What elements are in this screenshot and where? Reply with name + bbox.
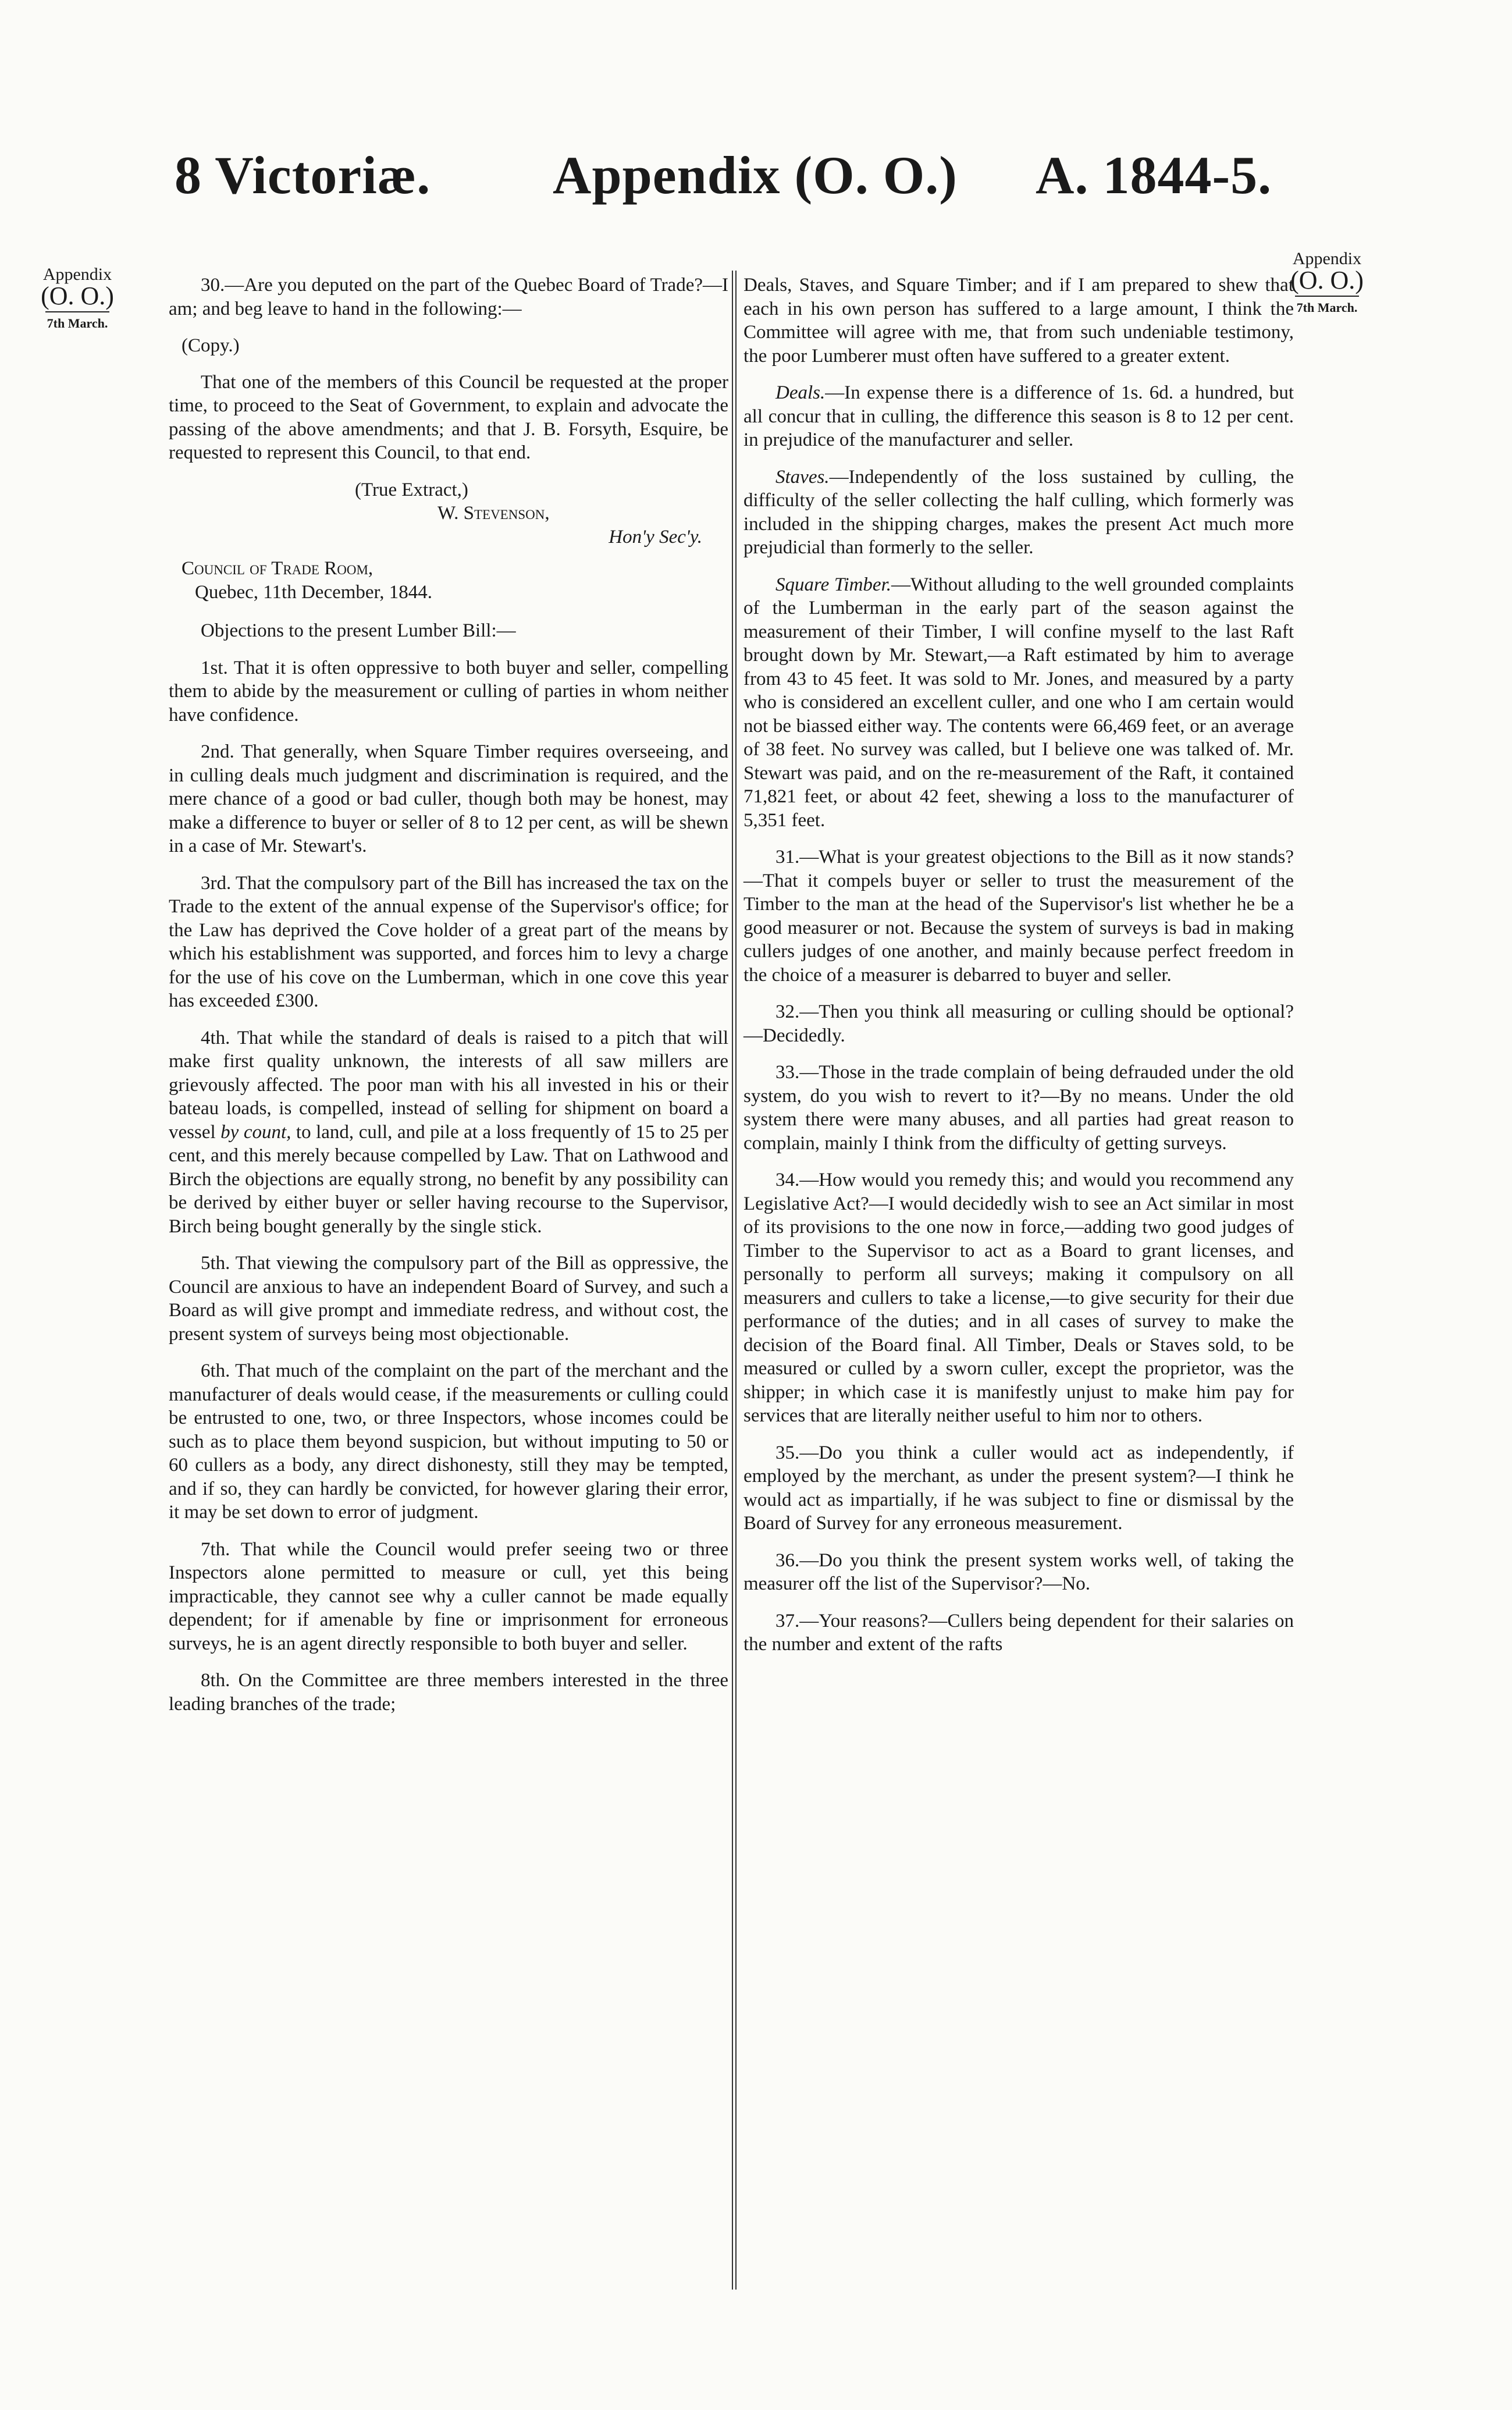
question-30: 30.—Are you deputed on the part of the Quebec Board of Trade?—I am; and beg leave to hand in the following:— — [169, 275, 728, 319]
column-divider — [735, 271, 737, 2290]
square-timber-text: —Without alluding to the well grounded complaints of the Lumberman in the early part of the season against the measurement of their Timber, I will confine myself to the last Raft brought down by Mr. Stewart,—a Raft estimated by him to average from 43 to 45 feet. It was sold to Mr. Jones, and measured by a party who is considered an excellent culler, and one who I am certain would not be biassed either way. The contents were 66,469 feet, or an average of 38 feet. No survey was called, but I believe one was talked of. Mr. Stewart was paid, and on the re-measurement of the Raft, it contained 71,821 feet, or about 42 feet, shewing a loss to the manufacturer of 5,351 feet. — [743, 574, 1294, 831]
objection-3: 3rd. That the compulsory part of the Bill has increased the tax on the Trade to the extent of the annual expense of the Supervisor's office; for the Law has deprived the Cove holder of a great part of the means by which his establishment was supported, and forces him to levy a charge for the use of his cove on the Lumberman, which in one cove this year has exceeded £300. — [169, 872, 728, 1011]
question-33: 33.—Those in the trade complain of being defrauded under the old system, do you wish to revert to it?—By no means. Under the old system there were many abuses, and all parties had great reason to complain, mainly I think from the difficulty of getting surveys. — [743, 1062, 1294, 1154]
signatory-title: Hon'y Sec'y. — [609, 526, 702, 548]
question-31: 31.—What is your greatest objections to the Bill as it now stands?—That it compels buyer or seller to trust the measurement of the Timber to the man at the head of the Supervisor's list whether he be a good measurer or not. Because the system of surveys is bad in making cullers judges of one another, and mainly because perfect freedom in the choice of a measurer is debarred to buyer and seller. — [743, 847, 1294, 986]
objection-7: 7th. That while the Council would prefer seeing two or three Inspectors alone permitted to measure or cull, yet this being impracticable, they cannot see why a culler cannot be made equally dependent; for if amenable by fine or imprisonment for erroneous surveys, he is an agent directly responsible to both buyer and seller. — [169, 1538, 728, 1654]
resolution-text: That one of the members of this Council be requested at the proper time, to proceed to the Seat of Government, to explain and advocate the passing of the above amendments; and that J. B. Forsyth, Esquire, be requested to represent this Council, to that end. — [169, 371, 728, 463]
objection-2: 2nd. That generally, when Square Timber requires overseeing, and in culling deals much judgment and discrimination is required, and the mere chance of a good or bad culler, though both may be honest, may make a difference to buyer or seller of 8 to 12 per cent, as will be shewn in a case of Mr. Stewart's. — [169, 741, 728, 856]
margin-note-label: Appendix — [42, 265, 112, 284]
question-36: 36.—Do you think the present system works well, of taking the measurer off the list of the Supervisor?—No. — [743, 1549, 1294, 1594]
staves-label: Staves. — [775, 466, 830, 488]
objection-4 — [169, 1026, 728, 1239]
question-32: 32.—Then you think all measuring or culling should be optional?—Decidedly. — [743, 1001, 1294, 1046]
objection-6: 6th. That much of the complaint on the part of the merchant and the manufacturer of deals would cease, if the measurements or culling could be entrusted to one, two, or three Inspectors, whose incomes could be such as to place them beyond suspicion, but without imputing to 50 or 60 cullers as a body, any direct dishonesty, still they may be tempted, and if so, they can hardly be convicted, for however glaring their error, it may be set down to error of judgment. — [169, 1360, 728, 1523]
objection-4-emphasis: by count, — [220, 1121, 291, 1143]
objection-4-text-b: to land, cull, and pile at a loss frequently of 15 to 25 per cent, and this merely because compelled by Law. That on Lathwood and Birch the objections are equally strong, no benefit by any possibility can be derived by either buyer or seller having recourse to the Supervisor, Birch being bought generally by the single stick. — [169, 1121, 728, 1237]
question-35: 35.—Do you think a culler would act as independently, if employed by the merchant, as under the present system?—I think he would act as impartially, if he was subject to fine or dismissal by the Board of Survey for any erroneous measurement. — [743, 1442, 1294, 1534]
square-timber-paragraph — [743, 573, 1294, 833]
header-year: A. 1844-5. — [1036, 145, 1272, 205]
margin-note-date: 7th March. — [47, 316, 108, 330]
margin-note-brace — [45, 311, 109, 312]
deals-label: Deals. — [775, 382, 826, 403]
margin-note-ref: (O. O.) — [1290, 266, 1364, 294]
true-extract: (True Extract,) — [355, 479, 468, 500]
column-divider — [732, 271, 733, 2290]
objection-1: 1st. That it is often oppressive to both buyer and seller, compelling them to abide by the measurement or culling of parties in whom neither have confidence. — [169, 657, 728, 726]
place-line: Council of Trade Room, — [182, 558, 373, 579]
objection-5: 5th. That viewing the compulsory part of the Bill as oppressive, the Council are anxious to have an independent Board of Survey, and such a Board as will give prompt and immediate redress, and without cost, the present system of surveys being most objectionable. — [169, 1253, 728, 1345]
date-line: Quebec, 11th December, 1844. — [195, 581, 432, 603]
copy-label: (Copy.) — [182, 335, 240, 356]
right-column — [743, 273, 1294, 1670]
objection-4-text-a: 4th. That while the standard of deals is raised to a pitch that will make first quality unknown, the interests of all saw millers are grievously affected. The poor man with his all invested in his or their bateau loads, is compelled, instead of selling for shipment on board a vessel — [169, 1027, 728, 1143]
question-34: 34.—How would you remedy this; and would you recommend any Legislative Act?—I would decidedly wish to see an Act similar in most of its provisions to the one now in force,—adding two good judges of Timber to the Supervisor to act as a Board to grant licenses, and personally to perform all surveys; making it compulsory on all measurers and cullers to take a license,—to give security for their due performance of the duties; and in all cases of survey to make the decision of the Board final. All Timber, Deals or Staves sold, to be measured or culled by a sworn culler, except the proprietor, was the shipper; in which case it is manifestly unjust to make him pay for services that are literally neither useful to him nor to others. — [743, 1170, 1294, 1426]
deals-text: —In expense there is a difference of 1s. 6d. a hundred, but all concur that in culling, the difference this season is 8 to 12 per cent. in prejudice of the manufacturer and seller. — [743, 382, 1294, 450]
objection-8: 8th. On the Committee are three members interested in the three leading branches of the trade; — [169, 1670, 728, 1715]
deals-paragraph — [743, 381, 1294, 452]
square-timber-label: Square Timber. — [775, 574, 892, 595]
continuation-text: Deals, Staves, and Square Timber; and if I am prepared to shew that each in his own person has suffered to a large amount, I think the Committee will agree with me, that from such undeniable testimony, the poor Lumberer must often have suffered to a greater extent. — [743, 275, 1294, 367]
left-column — [169, 273, 728, 1729]
signatory-name: W. Stevenson, — [437, 503, 550, 524]
question-37: 37.—Your reasons?—Cullers being dependent for their salaries on the number and extent of the rafts — [743, 1610, 1294, 1655]
margin-note-left — [28, 265, 127, 331]
header-appendix: Appendix (O. O.) — [553, 145, 958, 205]
margin-note-brace — [1295, 296, 1359, 297]
header-session: 8 Victoriæ. — [175, 145, 431, 205]
staves-text: —Independently of the loss sustained by culling, the difficulty of the seller collecting the half culling, which formerly was included in the shipping charges, makes the present Act much more prejudicial than formerly to the seller. — [743, 466, 1294, 558]
margin-note-label: Appendix — [1292, 249, 1362, 268]
objections-heading: Objections to the present Lumber Bill:— — [201, 620, 516, 641]
margin-note-ref: (O. O.) — [41, 282, 114, 310]
staves-paragraph — [743, 465, 1294, 560]
margin-note-date: 7th March. — [1296, 300, 1358, 315]
